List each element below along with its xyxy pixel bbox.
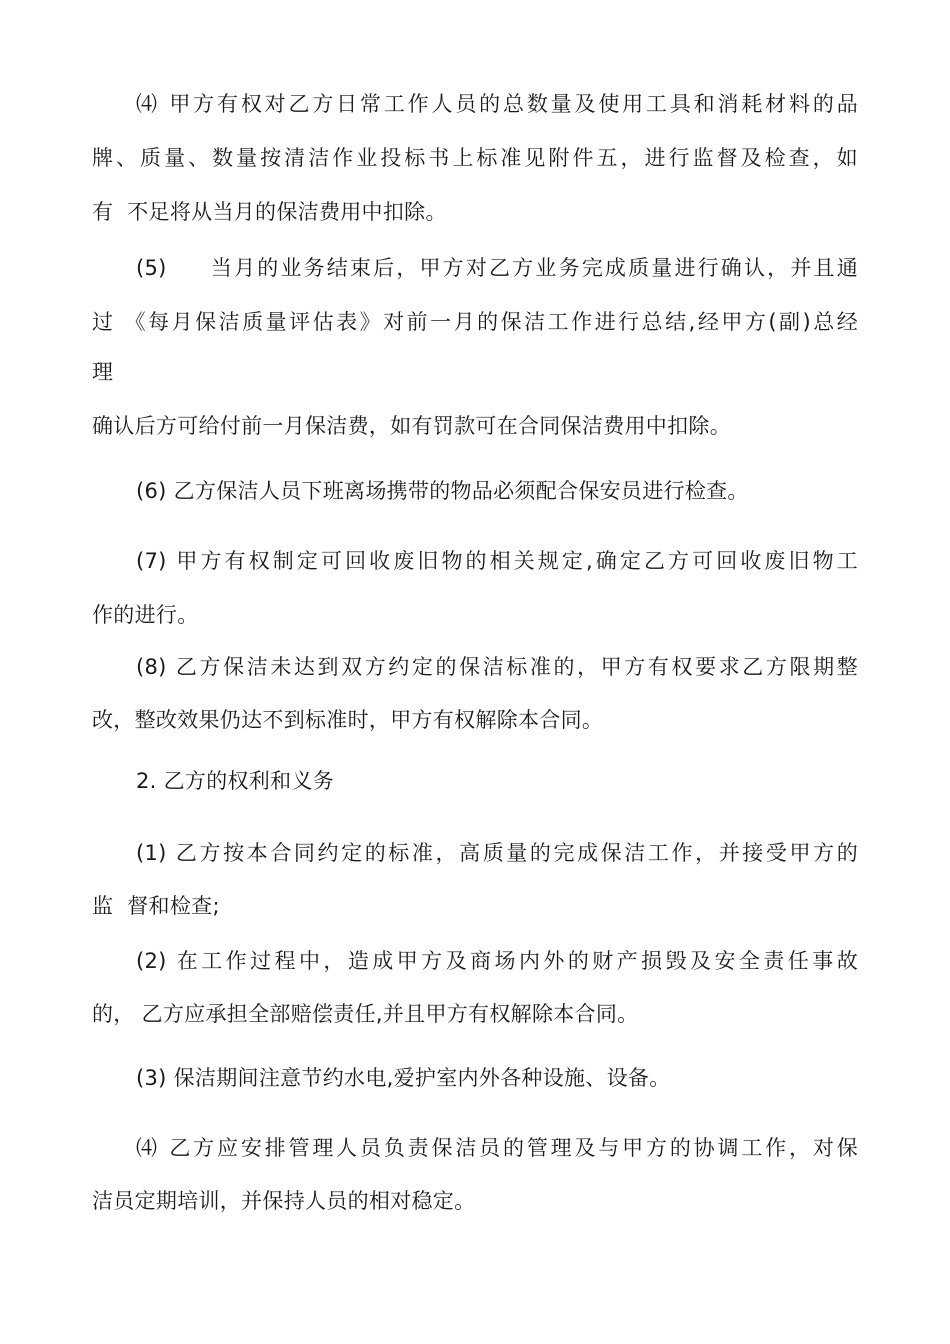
text-line-10: 作的进行。 <box>92 603 199 627</box>
text-line-17: 的， 乙方应承担全部赔偿责任,并且甲方有权解除本合同。 <box>92 1002 639 1026</box>
text-line-12: 改，整改效果仍达不到标准时，甲方有权解除本合同。 <box>92 708 604 732</box>
text-line-7: 确认后方可给付前一月保洁费，如有罚款可在合同保洁费用中扣除。 <box>92 414 731 438</box>
text-line-8: (6) 乙方保洁人员下班离场携带的物品必须配合保安员进行检查。 <box>136 479 749 503</box>
text-line-19: ⑷ 乙方应安排管理人员负责保洁员的管理及与甲方的协调工作，对保 <box>136 1136 858 1160</box>
text-line-4: (5) 当月的业务结束后，甲方对乙方业务完成质量进行确认，并且通 <box>136 256 858 280</box>
text-line-3: 有 不足将从当月的保洁费用中扣除。 <box>92 200 447 224</box>
text-line-15: 监 督和检查; <box>92 894 220 918</box>
text-line-20: 洁员定期培训，并保持人员的相对稳定。 <box>92 1189 476 1213</box>
text-line-16: (2) 在工作过程中，造成甲方及商场内外的财产损毁及安全责任事故 <box>136 949 858 973</box>
text-line-6: 理 <box>92 360 114 384</box>
section-heading: 2. 乙方的权利和义务 <box>136 769 335 793</box>
text-line-14: (1) 乙方按本合同约定的标准，高质量的完成保洁工作，并接受甲方的 <box>136 841 858 865</box>
text-line-2: 牌、质量、数量按清洁作业投标书上标准见附件五，进行监督及检查，如 <box>92 146 858 170</box>
text-line-18: (3) 保洁期间注意节约水电,爱护室内外各种设施、设备。 <box>136 1066 671 1090</box>
text-line-5: 过 《每月保洁质量评估表》对前一月的保洁工作进行总结,经甲方(副)总经 <box>92 310 858 334</box>
text-line-9: (7) 甲方有权制定可回收废旧物的相关规定,确定乙方可回收废旧物工 <box>136 549 858 573</box>
text-line-1: ⑷ 甲方有权对乙方日常工作人员的总数量及使用工具和消耗材料的品 <box>136 92 858 116</box>
text-line-11: (8) 乙方保洁未达到双方约定的保洁标准的，甲方有权要求乙方限期整 <box>136 655 858 679</box>
